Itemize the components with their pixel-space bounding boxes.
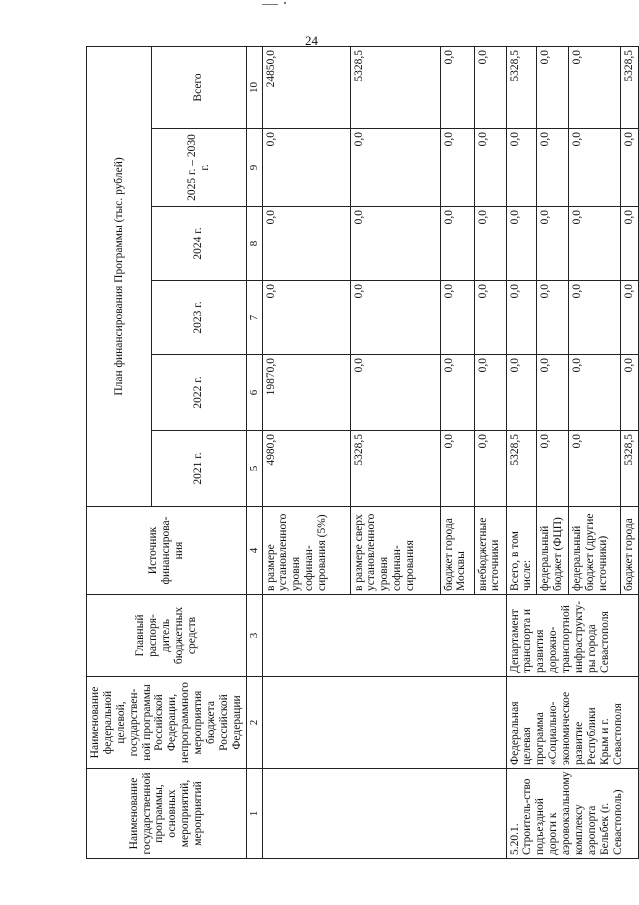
financing-plan-table <box>86 46 639 859</box>
value-cell: 0,0 <box>350 129 440 207</box>
program-name-cell: Федеральная целевая программа «Социально-экономическое развитие Республики Крым и г. Севастополя <box>506 677 639 769</box>
page-number: 24 <box>305 33 318 48</box>
value-cell: 0,0 <box>350 355 440 431</box>
source-cell: в размере сверх установленного уровня софинан-сирования <box>350 507 440 595</box>
value-cell: 0,0 <box>440 431 474 507</box>
value-cell: 0,0 <box>474 207 506 281</box>
value-cell: 5328,5 <box>506 431 537 507</box>
value-cell: 0,0 <box>474 355 506 431</box>
value-cell: 5328,5 <box>621 46 639 128</box>
empty-cell <box>262 677 506 769</box>
value-cell: 0,0 <box>440 355 474 431</box>
header-year-2021: 2021 г. <box>152 431 246 507</box>
value-cell: 0,0 <box>506 281 537 355</box>
value-cell: 0,0 <box>621 355 639 431</box>
header-total: Всего <box>152 46 246 128</box>
column-number: 5 <box>246 431 262 507</box>
value-cell: 4980,0 <box>262 431 350 507</box>
value-cell: 0,0 <box>506 129 537 207</box>
value-cell: 0,0 <box>569 46 621 128</box>
header-year-2022: 2022 г. <box>152 355 246 431</box>
source-cell: бюджет города <box>621 507 639 595</box>
scan-artifact <box>262 4 278 5</box>
value-cell: 0,0 <box>621 129 639 207</box>
value-cell: 0,0 <box>474 129 506 207</box>
column-number: 6 <box>246 355 262 431</box>
value-cell: 0,0 <box>621 207 639 281</box>
header-col3: Главный распоря-дитель бюджетных средств <box>87 595 247 677</box>
value-cell: 0,0 <box>537 207 569 281</box>
source-cell: Всего, в том числе: <box>506 507 537 595</box>
header-col1: Наименование государственной программы, основных мероприятий, мероприятий <box>87 769 247 859</box>
scan-artifact-dot <box>284 2 286 4</box>
value-cell: 5328,5 <box>506 46 537 128</box>
value-cell: 0,0 <box>537 355 569 431</box>
value-cell: 5328,5 <box>621 431 639 507</box>
value-cell: 0,0 <box>569 281 621 355</box>
value-cell: 0,0 <box>262 281 350 355</box>
value-cell: 0,0 <box>537 129 569 207</box>
column-number: 3 <box>246 595 262 677</box>
column-number: 1 <box>246 769 262 859</box>
value-cell: 0,0 <box>474 431 506 507</box>
header-year-2024: 2024 г. <box>152 207 246 281</box>
value-cell: 0,0 <box>350 207 440 281</box>
value-cell: 0,0 <box>474 46 506 128</box>
value-cell: 0,0 <box>569 355 621 431</box>
value-cell: 0,0 <box>621 281 639 355</box>
source-cell: внебюджетные источники <box>474 507 506 595</box>
value-cell: 24850,0 <box>262 46 350 128</box>
header-col4: Источник финансирова-ния <box>87 507 247 595</box>
value-cell: 0,0 <box>262 129 350 207</box>
column-number: 9 <box>246 129 262 207</box>
column-number: 2 <box>246 677 262 769</box>
value-cell: 0,0 <box>440 129 474 207</box>
value-cell: 0,0 <box>569 431 621 507</box>
header-year-2025-2030: 2025 г. – 2030 г. <box>152 129 246 207</box>
value-cell: 0,0 <box>569 207 621 281</box>
value-cell: 0,0 <box>262 207 350 281</box>
header-year-2023: 2023 г. <box>152 281 246 355</box>
table-row <box>506 46 537 858</box>
value-cell: 5328,5 <box>350 46 440 128</box>
header-plan: План финансирования Программы (тыс. рублей) <box>87 46 152 506</box>
source-cell: федеральный бюджет (другие источники) <box>569 507 621 595</box>
column-number: 8 <box>246 207 262 281</box>
source-cell: федеральный бюджет (ФЦП) <box>537 507 569 595</box>
source-cell: бюджет города Москвы <box>440 507 474 595</box>
header-col2: Наименование федеральной целевой, государствен-ной программы Российской Федерации, непрограммного мероприятия бюджета Российской Федерации <box>87 677 247 769</box>
value-cell: 0,0 <box>350 281 440 355</box>
empty-cell <box>262 595 506 677</box>
value-cell: 0,0 <box>537 281 569 355</box>
value-cell: 5328,5 <box>350 431 440 507</box>
value-cell: 0,0 <box>440 207 474 281</box>
empty-cell <box>262 769 506 859</box>
column-number: 10 <box>246 46 262 128</box>
value-cell: 0,0 <box>537 46 569 128</box>
value-cell: 19870,0 <box>262 355 350 431</box>
column-number: 7 <box>246 281 262 355</box>
value-cell: 0,0 <box>506 355 537 431</box>
value-cell: 0,0 <box>537 431 569 507</box>
value-cell: 0,0 <box>506 207 537 281</box>
value-cell: 0,0 <box>440 46 474 128</box>
source-cell: в размере установленного уровня софинан-сирования (5%) <box>262 507 350 595</box>
column-number: 4 <box>246 507 262 595</box>
budget-manager-cell: Департамент транспорта и развития дорожно-транспортной инфраструкту-ры города Севастополя <box>506 595 639 677</box>
value-cell: 0,0 <box>440 281 474 355</box>
measure-name-cell: 5.20.1. Строитель-ство подъездной дороги к аэровокзальному комплексу аэропорта Бельбек (г. Севастополь) <box>506 769 639 859</box>
value-cell: 0,0 <box>474 281 506 355</box>
table-row <box>262 46 350 858</box>
value-cell: 0,0 <box>569 129 621 207</box>
rotated-table-container <box>86 47 636 859</box>
